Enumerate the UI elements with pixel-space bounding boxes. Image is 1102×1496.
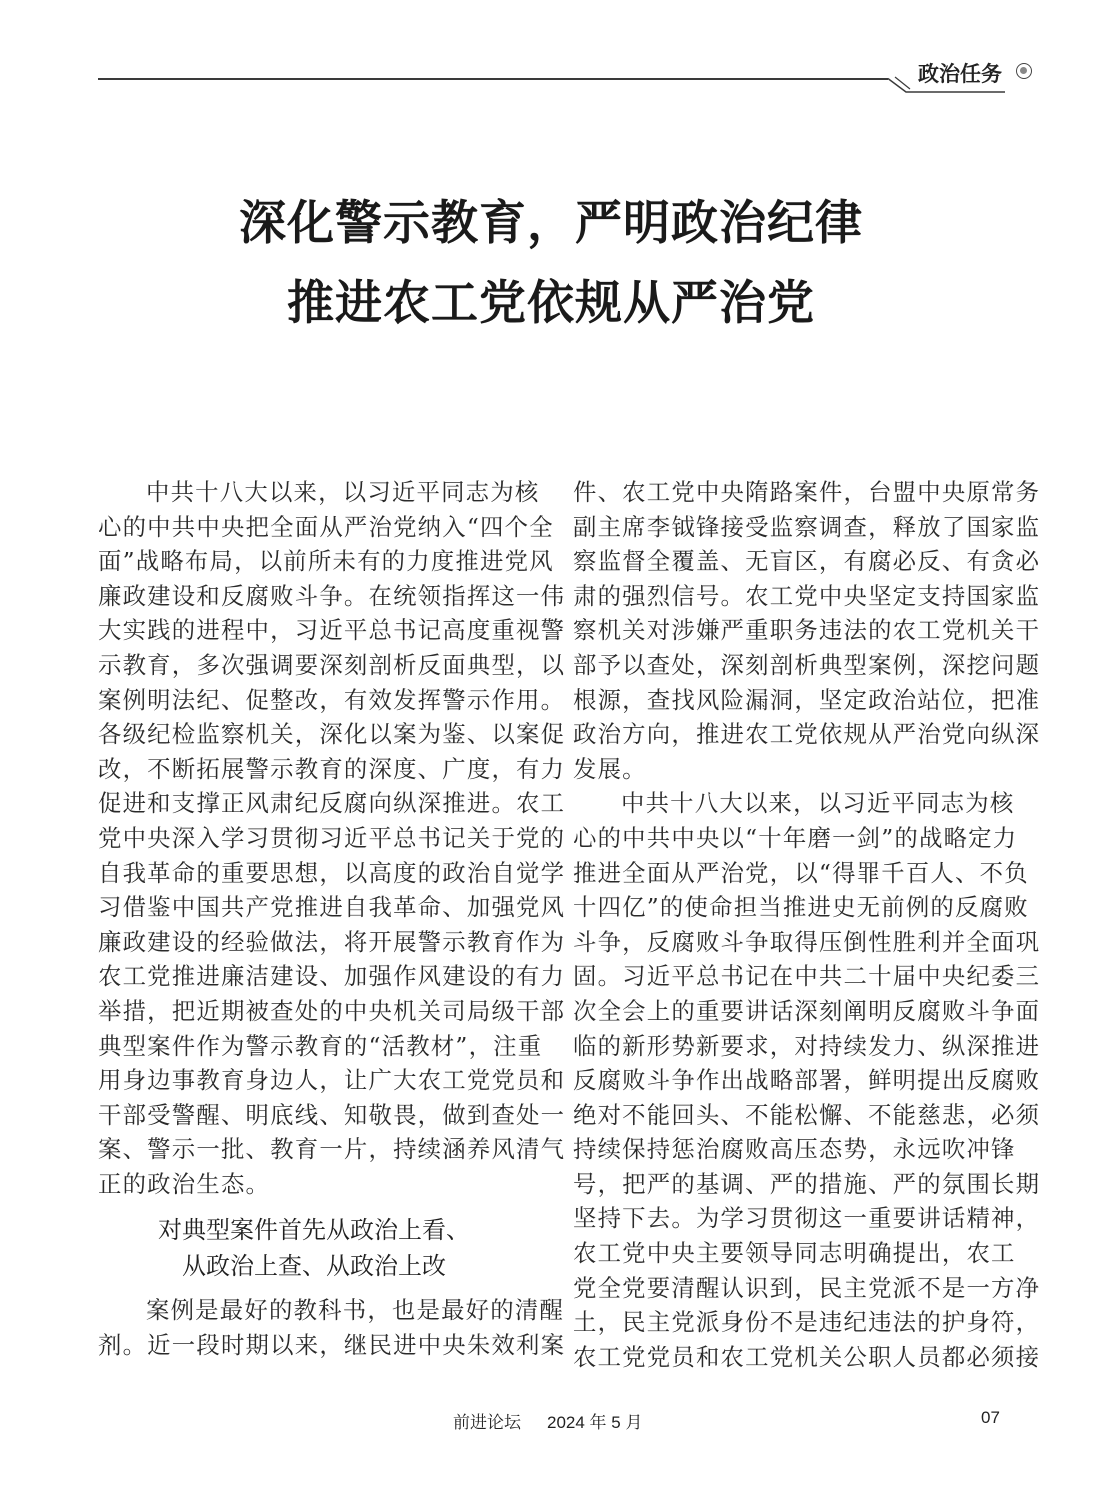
text-line: 根源，查找风险漏洞，坚定政治站位，把准 bbox=[573, 685, 1041, 714]
text-line: 发展。 bbox=[573, 754, 647, 783]
text-line: 政治方向，推进农工党依规从严治党向纵深 bbox=[573, 720, 1041, 749]
header-rule-left bbox=[98, 78, 888, 80]
text-line: 持续保持惩治腐败高压态势，永远吹冲锋 bbox=[573, 1135, 1016, 1164]
text-line: 部予以查处，深刻剖析典型案例，深挖问题 bbox=[573, 650, 1041, 679]
text-line: 副主席李钺锋接受监察调查，释放了国家监 bbox=[573, 512, 1041, 541]
article-title-line-1: 深化警示教育，严明政治纪律 bbox=[239, 196, 863, 251]
text-line: 临的新形势新要求，对持续发力、纵深推进 bbox=[573, 1031, 1041, 1060]
footer-publication: 前进论坛 bbox=[453, 1413, 521, 1432]
left-column-continued bbox=[98, 1293, 566, 1362]
text-line: 十四亿”的使命担当推进史无前例的反腐败 bbox=[573, 893, 1029, 922]
text-line: 农工党推进廉洁建设、加强作风建设的有力 bbox=[98, 962, 566, 991]
text-line: 绝对不能回头、不能松懈、不能慈悲，必须 bbox=[573, 1100, 1041, 1129]
text-line: 各级纪检监察机关，深化以案为鉴、以案促 bbox=[98, 720, 566, 749]
text-line: 案例是最好的教科书，也是最好的清醒 bbox=[146, 1296, 565, 1324]
text-line: 次全会上的重要讲话深刻阐明反腐败斗争面 bbox=[573, 996, 1041, 1025]
text-line: 中共十八大以来，以习近平同志为核 bbox=[146, 478, 540, 506]
text-line: 心的中共中央把全面从严治党纳入“四个全 bbox=[98, 512, 554, 541]
footer-date: 2024 年 5 月 bbox=[547, 1413, 643, 1432]
text-line: 用身边事教育身边人，让广大农工党党员和 bbox=[98, 1066, 566, 1095]
text-line: 改，不断拓展警示教育的深度、广度，有力 bbox=[98, 754, 566, 783]
text-line: 面”战略布局，以前所未有的力度推进党风 bbox=[98, 547, 554, 576]
text-line: 党全党要清醒认识到，民主党派不是一方净 bbox=[573, 1273, 1041, 1302]
text-line: 察监督全覆盖、无盲区，有腐必反、有贪必 bbox=[573, 547, 1041, 576]
text-line: 党中央深入学习贯彻习近平总书记关于党的 bbox=[98, 823, 566, 852]
text-line: 肃的强烈信号。农工党中央坚定支持国家监 bbox=[573, 581, 1041, 610]
text-line: 典型案件作为警示教育的“活教材”，注重 bbox=[98, 1031, 543, 1060]
text-line: 案、警示一批、教育一片，持续涵养风清气 bbox=[98, 1135, 566, 1164]
section-label: 政治任务 bbox=[918, 61, 1002, 86]
text-line: 示教育，多次强调要深刻剖析反面典型，以 bbox=[98, 650, 566, 679]
text-line: 正的政治生态。 bbox=[98, 1169, 271, 1198]
paragraph bbox=[573, 475, 1041, 786]
text-line: 举措，把近期被查处的中央机关司局级干部 bbox=[98, 996, 566, 1025]
text-line: 中共十八大以来，以习近平同志为核 bbox=[621, 789, 1015, 818]
text-line: 推进全面从严治党，以“得罪千百人、不负 bbox=[573, 858, 1029, 887]
text-line: 坚持下去。为学习贯彻这一重要讲话精神， bbox=[573, 1204, 1041, 1233]
text-line: 习借鉴中国共产党推进自我革命、加强党风 bbox=[98, 893, 566, 922]
text-line: 大实践的进程中，习近平总书记高度重视警 bbox=[98, 616, 566, 645]
text-line: 察机关对涉嫌严重职务违法的农工党机关干 bbox=[573, 616, 1041, 645]
text-line: 农工党中央主要领导同志明确提出，农工 bbox=[573, 1239, 1016, 1268]
paragraph bbox=[98, 475, 566, 1201]
text-line: 干部受警醒、明底线、知敬畏，做到查处一 bbox=[98, 1100, 566, 1129]
text-line: 案例明法纪、促整改，有效发挥警示作用。 bbox=[98, 685, 566, 714]
text-line: 件、农工党中央隋路案件，台盟中央原常务 bbox=[573, 478, 1041, 506]
text-line: 廉政建设的经验做法，将开展警示教育作为 bbox=[98, 927, 566, 956]
paragraph bbox=[98, 1293, 566, 1362]
text-line: 农工党党员和农工党机关公职人员都必须接 bbox=[573, 1342, 1041, 1371]
text-line: 号，把严的基调、严的措施、严的氛围长期 bbox=[573, 1169, 1041, 1198]
text-line: 促进和支撑正风肃纪反腐向纵深推进。农工 bbox=[98, 789, 566, 818]
text-line: 剂。近一段时期以来，继民进中央朱效利案 bbox=[98, 1330, 566, 1359]
page-number: 07 bbox=[981, 1408, 1000, 1427]
target-icon bbox=[1016, 63, 1032, 79]
text-line: 廉政建设和反腐败斗争。在统领指挥这一伟 bbox=[98, 581, 566, 610]
article-title-line-2: 推进农工党依规从严治党 bbox=[287, 276, 815, 331]
right-column bbox=[573, 475, 1041, 1374]
left-column bbox=[98, 475, 566, 1201]
subheading-line-2: 从政治上查、从政治上改 bbox=[182, 1252, 446, 1280]
text-line: 土，民主党派身份不是违纪违法的护身符， bbox=[573, 1308, 1041, 1337]
subheading-line-1: 对典型案件首先从政治上看、 bbox=[158, 1216, 470, 1244]
text-line: 自我革命的重要思想，以高度的政治自觉学 bbox=[98, 858, 566, 887]
text-line: 固。习近平总书记在中共二十届中央纪委三 bbox=[573, 962, 1041, 991]
text-line: 反腐败斗争作出战略部署，鲜明提出反腐败 bbox=[573, 1066, 1041, 1095]
paragraph bbox=[573, 786, 1041, 1374]
text-line: 斗争，反腐败斗争取得压倒性胜利并全面巩 bbox=[573, 927, 1041, 956]
text-line: 心的中共中央以“十年磨一剑”的战略定力 bbox=[573, 823, 1018, 852]
